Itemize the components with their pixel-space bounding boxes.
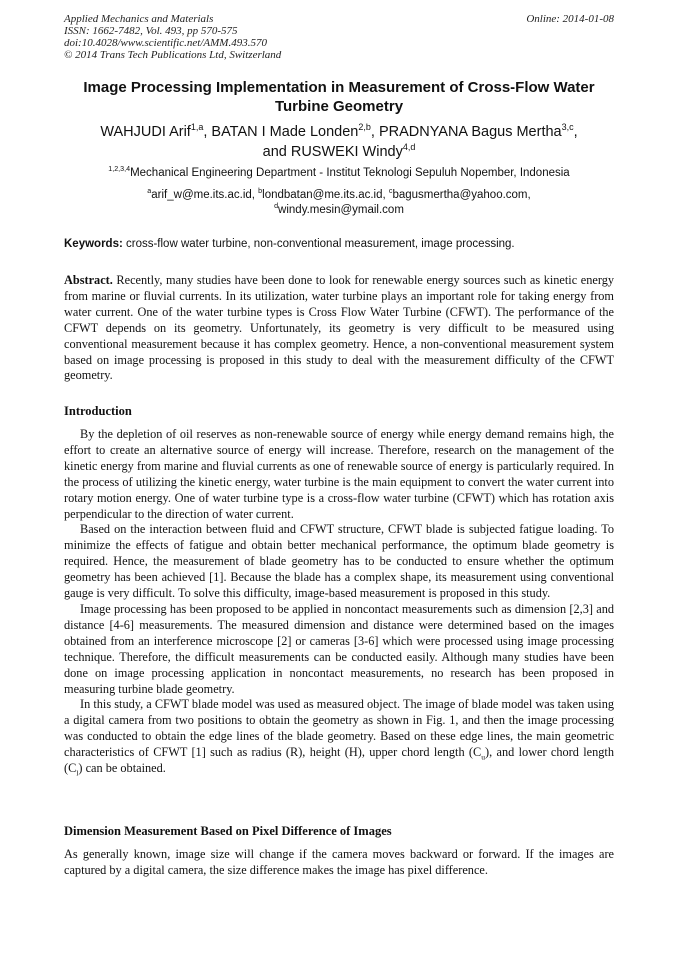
paragraph: As generally known, image size will change if the camera moves backward or forward. If the images are captured by a digital camera, the size difference makes the image has pixel difference.	[64, 847, 614, 877]
paragraph	[64, 697, 614, 777]
author-name: RUSWEKI Windy	[290, 144, 403, 160]
keywords-text: cross-flow water turbine, non-conventional measurement, image processing.	[122, 238, 515, 250]
subscript: u	[481, 752, 486, 762]
abstract	[64, 273, 614, 384]
email-mark: a	[147, 187, 152, 196]
author-name: WAHJUDI Arif	[100, 124, 191, 140]
paragraph: Image processing has been proposed to be applied in noncontact measurements such as dimension [2,3] and distance [4-6] measurements. The measured dimension and distance were determined based on the images obtained from an interference microscope [2] or cameras [3-6] which were processed using image processing technique. Therefore, the difficult measurements can be conducted easily. Although many studies have been done on image processing application in noncontact measurements, no research has been proposed in measuring turbine blade geometry.	[64, 601, 614, 696]
paragraph: By the depletion of oil reserves as non-renewable source of energy while energy demand remains high, the effort to create an alternative source of energy will increase. Therefore, research on the management of the kinetic energy from marine and fluvial currents as one of renewable source of energy is particularly required. In the process of utilizing the kinetic energy, water turbine is the main equipment to convert the water current into rotary motion energy. One of water turbine type is a cross-flow water turbine (CFWT) which has rotation axis perpendicular to the direction of water current.	[64, 427, 614, 521]
email-address: londbatan@me.its.ac.id,	[262, 189, 389, 201]
author-list	[64, 122, 614, 162]
email-address: arif_w@me.its.ac.id,	[151, 189, 259, 201]
paragraph: Based on the interaction between fluid and CFWT structure, CFWT blade is subjected fatigue loading. To minimize the effects of fatigue and obtain better mechanical performance, the optimum blade geometry is required. Hence, the measurement of blade geometry has to be conducted to ensure whether the optimum geometry has been achieved [1]. Because the blade has a complex shape, its measurement using conventional gauge is very difficult. To solve this difficulty, image-based measurement is proposed in this study.	[64, 522, 614, 601]
paragraph-text: ) can be obtained.	[78, 761, 166, 776]
author-affiliation-mark: 2,b	[358, 122, 371, 133]
author-separator: ,	[370, 124, 379, 140]
author-affiliation-mark: 1,a	[190, 122, 204, 133]
keywords-label: Keywords:	[64, 238, 123, 250]
email-mark: b	[258, 187, 263, 196]
online-date: Online: 2014-01-08	[526, 13, 614, 25]
introduction-body	[64, 427, 614, 777]
author-separator: ,	[203, 124, 212, 140]
paragraph-text: ), and lower chord length (C	[64, 745, 614, 776]
journal-copyright: © 2014 Trans Tech Publications Ltd, Switzerland	[64, 49, 282, 61]
abstract-text: Recently, many studies have been done to look for renewable energy sources such as kinetic energy from marine or fluvial currents. In its utilization, water turbine plays an important role for taking energy from water current. One of the water turbine types is Cross Flow Water Turbine (CFWT). The performance of the CFWT depends on its geometry. Unfortunately, its geometry is very difficult to be measured using conventional measurement because it has complex geometry. Hence, a non-conventional measurement system based on image processing is proposed in this study to deal with the measurement difficulty of the CFWT geometry.	[64, 273, 614, 383]
author-name: BATAN I Made Londen	[211, 124, 359, 140]
journal-header	[64, 13, 281, 61]
paper-title: Image Processing Implementation in Measurement of Cross-Flow Water Turbine Geometry	[83, 79, 595, 115]
journal-name: Applied Mechanics and Materials	[64, 13, 214, 25]
affiliation	[64, 166, 614, 181]
author-name: PRADNYANA Bagus Mertha	[378, 124, 562, 140]
author-affiliation-mark: 4,d	[402, 142, 416, 153]
paragraph-text: In this study, a CFWT blade model was used as measured object. The image of blade model was taken using a digital camera from two positions to obtain the geometry as shown in Fig. 1, and then the image processing was conducted to obtain the edge lines of the blade geometry. Based on these edge lines, the main geometric characteristics of CFWT [1] such as radius (R), height (H), upper chord length (C	[64, 697, 614, 760]
subscript: l	[76, 768, 79, 778]
author-affiliation-mark: 3,c	[561, 122, 574, 133]
section-heading-introduction: Introduction	[64, 404, 132, 418]
email-mark: d	[274, 202, 279, 211]
affiliation-mark: 1,2,3,4	[108, 165, 131, 174]
dimension-section-body	[64, 847, 614, 879]
author-emails	[64, 188, 614, 218]
author-conjunction: and	[262, 144, 291, 160]
section-heading-dimension-measurement: Dimension Measurement Based on Pixel Difference of Images	[64, 824, 392, 838]
keywords	[64, 237, 614, 252]
email-mark: c	[388, 187, 393, 196]
abstract-label: Abstract.	[64, 273, 113, 287]
email-address: windy.mesin@ymail.com	[278, 204, 404, 216]
author-separator: ,	[573, 124, 578, 140]
email-address: bagusmertha@yahoo.com,	[392, 189, 531, 201]
journal-issn: ISSN: 1662-7482, Vol. 493, pp 570-575	[64, 25, 238, 37]
affiliation-text: Mechanical Engineering Department - Institut Teknologi Sepuluh Nopember, Indonesia	[130, 167, 570, 179]
journal-doi: doi:10.4028/www.scientific.net/AMM.493.570	[64, 37, 267, 49]
